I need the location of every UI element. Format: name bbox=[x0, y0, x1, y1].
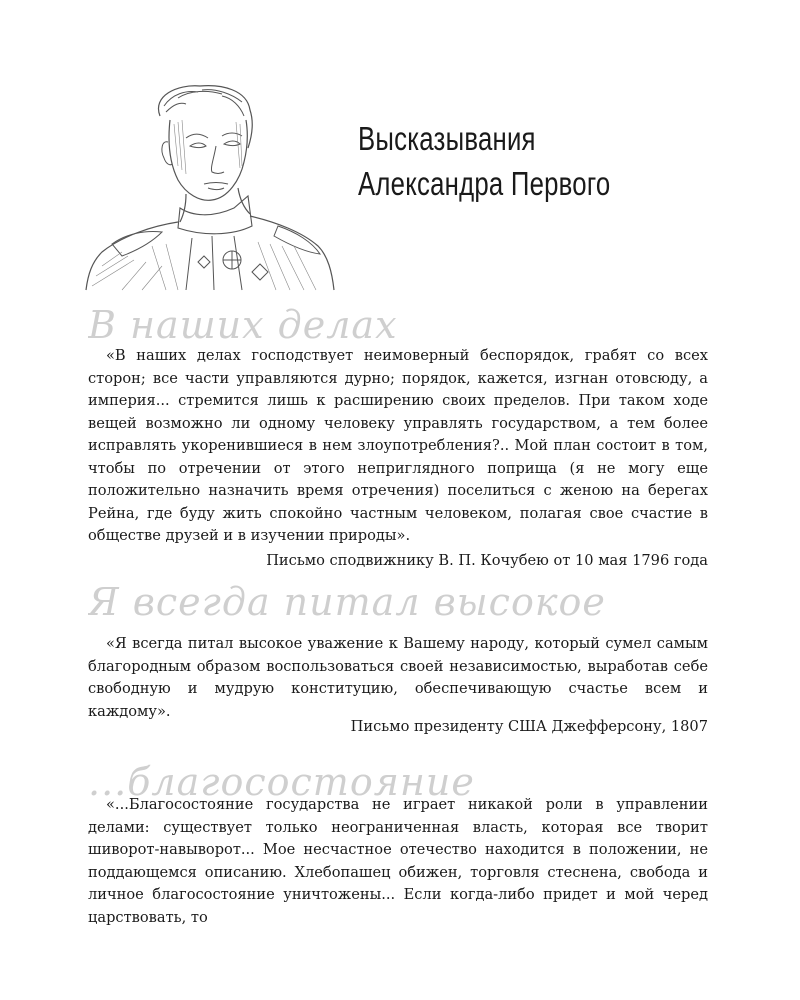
portrait-engraving bbox=[82, 76, 342, 298]
quote-source-1: Письмо сподвижнику В. П. Кочубею от 10 мая 1796 года bbox=[266, 552, 708, 569]
quote-paragraph-1: «В наших делах господствует неимоверный беспорядок, грабят со всех сторон; все части управляются дурно; порядок, кажется, изгнан отовсюду, а империя... стремится лишь к расширению своих пределов. При таком ходе вещей возможно ли одному человеку управлять государством, а тем более исправлять укоренившиеся в нем злоупотребления?.. Мой план состоит в том, чтобы по отречении от этого неприглядного поприща (я не могу еще положительно назначить время отречения) поселиться с женою на берегах Рейна, где буду жить спокойно частным человеком, полагая свое счастие в обществе друзей и в изучении природы». bbox=[88, 347, 708, 544]
page-title bbox=[358, 116, 670, 206]
decorative-heading-2: Я всегда питал высокое bbox=[88, 582, 606, 622]
quote-source-2: Письмо президенту США Джефферсону, 1807 bbox=[350, 718, 708, 735]
quote-paragraph-2: «Я всегда питал высокое уважение к Вашему народу, который сумел самым благородным образом воспользоваться своей независимостью, выработав себе свободную и мудрую конституцию, обеспечивающую счастье всем и каждому». bbox=[88, 635, 708, 720]
quote-paragraph-3: «...Благосостояние государства не играет никакой роли в управлении делами: существует только неограниченная власть, которая все творит шиворот-навыворот... Мое несчастное отечество находится в положении, не поддающемся описанию. Хлебопашец обижен, торговля стеснена, свобода и личное благосостояние уничтожены... Если когда-либо придет и мой черед царствовать, то bbox=[88, 796, 708, 926]
decorative-heading-3: ...благосостояние bbox=[88, 762, 475, 802]
title-line-1: Высказывания bbox=[358, 120, 536, 157]
title-line-2: Александра Первого bbox=[358, 165, 611, 202]
decorative-heading-1: В наших делах bbox=[88, 305, 398, 345]
